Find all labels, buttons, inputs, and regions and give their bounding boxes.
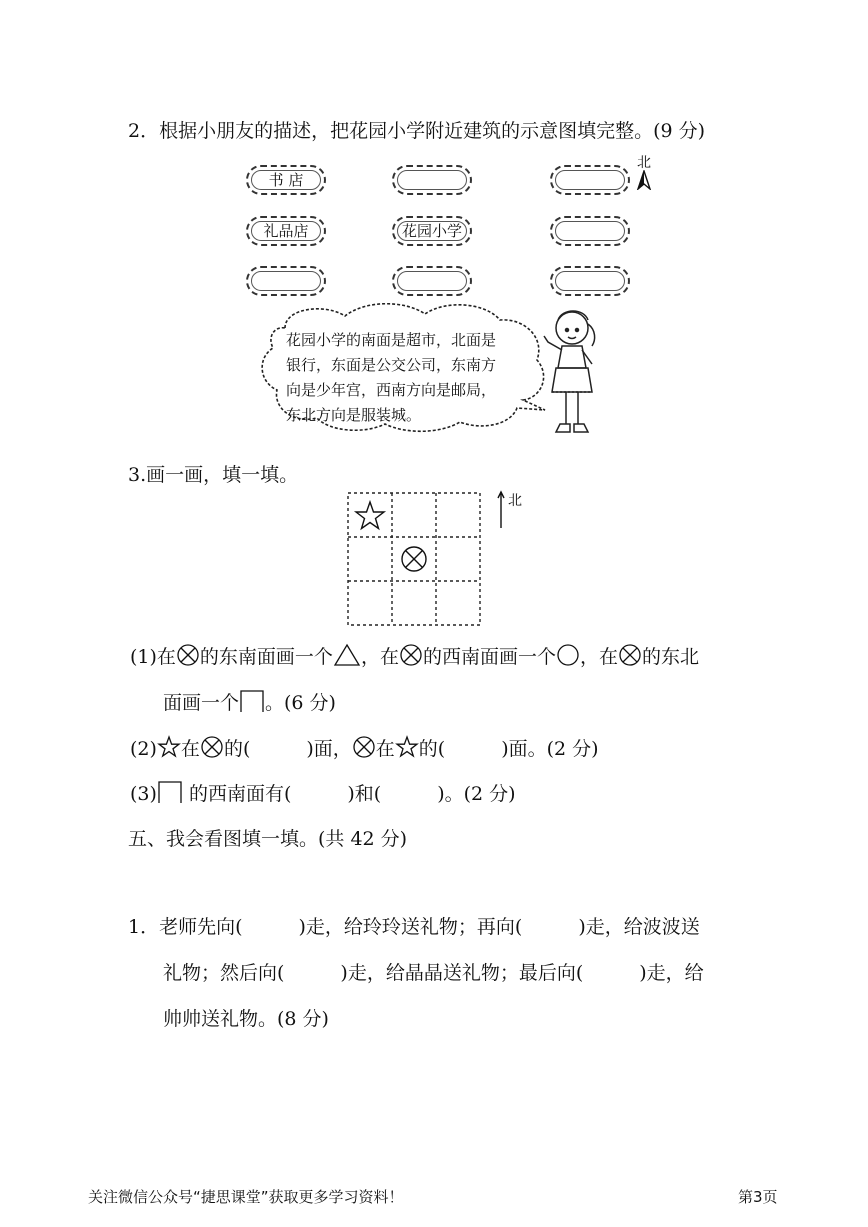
north-label: 北 (637, 155, 651, 171)
section5-q1-text: 礼物；然后向( (163, 962, 285, 984)
q3-part1-line1 (130, 642, 699, 669)
up-arrow-icon (496, 490, 506, 530)
q3-part1-text: 。(6 分) (265, 692, 336, 714)
q3-part2-text: 的( (418, 738, 446, 760)
q3-part2-text: 在 (180, 738, 200, 760)
q3-part2-text: (2) (130, 738, 157, 760)
map-cell-nw[interactable]: 书 店 (246, 165, 326, 195)
q3-part1-text: 的东北 (641, 646, 699, 668)
north-arrow-icon (636, 170, 652, 190)
section5-q1-text: )走，给晶晶送礼物；最后向( (340, 962, 584, 984)
q3-part1-text: 的西南面画一个 (422, 646, 556, 668)
circled-x-icon (352, 735, 376, 759)
q3-part1-text: ，在 (579, 646, 618, 668)
circle-icon (556, 643, 580, 667)
star-icon (395, 735, 419, 759)
map-cell-se[interactable] (550, 266, 630, 296)
footer-promo: 关注微信公众号“捷思课堂”获取更多学习资料！ (88, 1188, 404, 1206)
direction-grid (346, 491, 482, 627)
q3-part1-text: (1)在 (130, 646, 176, 668)
bubble-line: 向是少年宫，西南方向是邮局， (286, 381, 497, 399)
circled-x-icon (399, 643, 423, 667)
section5-q1-text: )走，给波波送 (578, 916, 700, 938)
section5-q1-line2 (163, 958, 704, 985)
q3-part1-text: 的东南面画一个 (199, 646, 333, 668)
triangle-icon (333, 643, 361, 667)
circled-x-icon (176, 643, 200, 667)
grid-north-label: 北 (508, 493, 522, 509)
circled-x-icon (200, 735, 224, 759)
section5-q1-text: 1．老师先向( (128, 916, 243, 938)
bubble-line: 花园小学的南面是超市，北面是 (286, 331, 497, 349)
map-cell-center[interactable]: 花园小学 (392, 216, 472, 246)
q3-part3-text: )。(2 分) (437, 783, 516, 805)
q3-title: 3.画一画，填一填。 (128, 464, 299, 486)
map-cell-w[interactable]: 礼品店 (246, 216, 326, 246)
page-number: 第3页 (738, 1188, 778, 1206)
open-rectangle-icon (157, 780, 183, 804)
q3-part3-text: (3) (130, 783, 157, 805)
girl-illustration-icon (538, 306, 608, 440)
section5-q1-text: )走，给玲玲送礼物；再向( (298, 916, 523, 938)
q3-part1-text: 面画一个 (163, 692, 240, 714)
q2-title: 2．根据小朋友的描述，把花园小学附近建筑的示意图填完整。(9 分) (128, 120, 706, 142)
section5-q1-line1 (128, 912, 700, 939)
q3-part2-text: 的( (223, 738, 251, 760)
map-cell-ne[interactable] (550, 165, 630, 195)
q3-part3 (130, 779, 516, 806)
circled-x-icon (402, 547, 426, 571)
star-icon (157, 735, 181, 759)
map-cell-n[interactable] (392, 165, 472, 195)
q3-part3-text: 的西南面有( (182, 783, 292, 805)
bubble-line: 东北方向是服装城。 (286, 406, 422, 424)
q3-part1-text: ，在 (360, 646, 399, 668)
speech-bubble-text (286, 328, 496, 428)
map-cell-e[interactable] (550, 216, 630, 246)
circled-x-icon (618, 643, 642, 667)
map-cell-sw[interactable] (246, 266, 326, 296)
q3-part2-text: )面， (306, 738, 352, 760)
bubble-line: 银行，东面是公交公司，东南方 (286, 356, 497, 374)
q3-part2-text: 在 (375, 738, 395, 760)
q3-part2-text: )面。(2 分) (501, 738, 599, 760)
q3-part2 (130, 734, 599, 761)
q3-part1-line2 (163, 688, 336, 715)
q3-part3-text: )和( (347, 783, 382, 805)
grid-north-indicator (496, 490, 522, 530)
section5-title: 五、我会看图填一填。(共 42 分) (128, 828, 408, 850)
north-indicator (634, 152, 658, 192)
section5-q1-line3: 帅帅送礼物。(8 分) (163, 1008, 329, 1030)
open-rectangle-icon (239, 689, 265, 713)
section5-q1-text: )走，给 (639, 962, 704, 984)
map-cell-s[interactable] (392, 266, 472, 296)
star-icon (356, 502, 384, 529)
